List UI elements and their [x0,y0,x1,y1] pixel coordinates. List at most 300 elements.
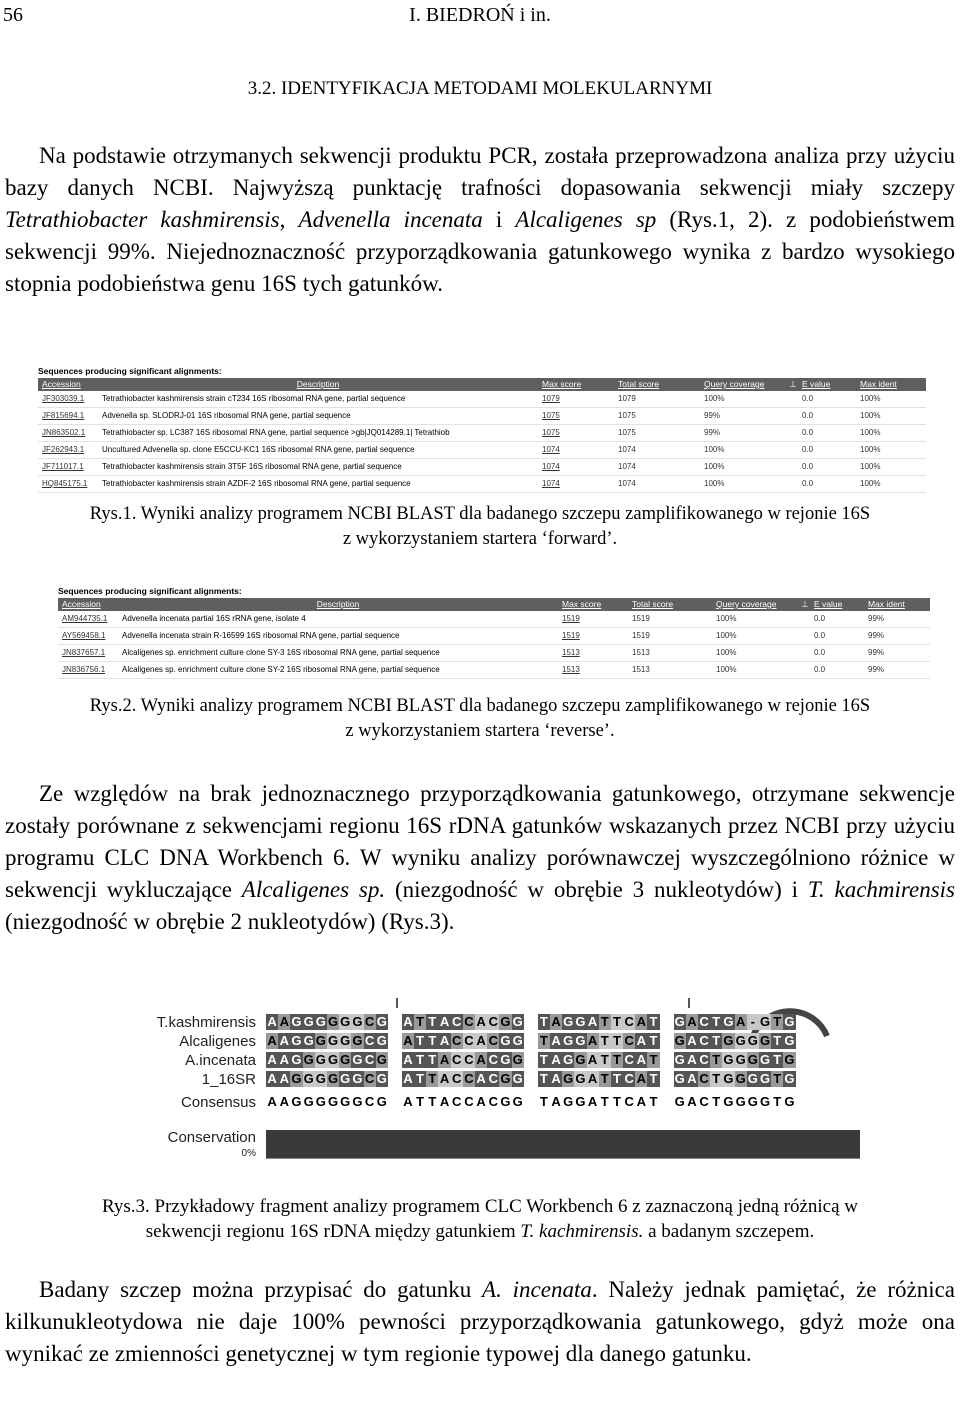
nucleotide: T [599,1052,611,1068]
nucleotide: C [452,1071,462,1086]
nucleotide: T [611,1052,623,1068]
text-span: Ze względów na brak jednoznacznego przyporządkowania gatunkowego, otrzymane sekwencje zostały porównane z sekwencjami regionu 16S rDNA gatunków wskazanych przez NCBI przy użyciu programu CLC DNA Workbench 6. W wyniku analizy porównawczej wyszczególniono różnice w sekwencji wykluczające [5,781,955,902]
max-ident-cell: 100% [860,479,881,488]
description-cell: Tetrathiobacter kashmirensis strain cT234 16S ribosomal RNA gene, partial sequence [102,394,406,403]
col-e-value[interactable]: E value [814,599,843,609]
nucleotide: C [624,1052,634,1067]
col-total-score[interactable]: Total score [618,379,660,389]
nucleotide: G [784,1071,795,1086]
nucleotide: G [759,1071,771,1086]
nucleotide: T [416,1094,425,1109]
nucleotide: T [612,1094,621,1109]
nucleotide: G [291,1094,302,1109]
e-value-cell: 0.0 [814,614,826,623]
nucleotide: T [600,1094,609,1109]
max-ident-cell: 100% [860,445,881,454]
nucleotide: T [599,1014,611,1030]
nucleotide: T [538,1071,550,1087]
nucleotide: C [488,1014,498,1029]
nucleotide: G [563,1052,574,1067]
nucleotide: G [575,1014,586,1029]
species-name: Alcaligenes sp [515,207,657,232]
max-ident-cell: 100% [860,411,881,420]
nucleotide: A [687,1071,697,1086]
col-max-ident[interactable]: Max ident [868,599,905,609]
nucleotide: A [687,1094,697,1109]
max-score-link[interactable]: 1079 [542,394,560,403]
max-ident-cell: 100% [860,394,881,403]
conservation-track [266,1130,860,1159]
nucleotide: T [599,1071,611,1087]
nucleotide: G [291,1014,302,1029]
nucleotide: C [452,1014,462,1029]
consensus-label: Consensus [180,1094,256,1111]
nucleotide: G [352,1094,363,1109]
nucleotide: T [647,1014,659,1030]
col-max-ident[interactable]: Max ident [860,379,897,389]
text-span: (niezgodność w obrębie 3 nukleotydów) i [385,877,808,902]
running-authors: I. BIEDROŃ i in. [409,4,551,26]
nucleotide: G [303,1033,314,1048]
block-gap [524,1052,538,1068]
caption-line: Rys.3. Przykładowy fragment analizy programem CLC Workbench 6 z zaznaczoną jedną różnicą w [101,1196,859,1217]
nucleotide: G [512,1014,523,1029]
species-name: Alcaligenes sp. [241,877,386,902]
nucleotide: G [327,1052,339,1067]
table-row [38,459,926,476]
nucleotide: G [303,1094,314,1109]
nucleotide: A [279,1094,289,1109]
nucleotide: G [376,1071,387,1086]
nucleotide: T [712,1094,721,1109]
text-span: sekwencji regionu 16S rDNA między gatunkiem [145,1221,521,1242]
nucleotide: A [636,1052,647,1067]
nucleotide: T [710,1014,722,1030]
block-gap [388,1014,402,1030]
e-value-cell: 0.0 [802,411,814,420]
block-gap [524,1014,538,1030]
blast-table-1 [38,364,926,493]
max-ident-cell: 99% [868,614,885,623]
blast-table-title: Sequences producing significant alignments: [38,366,222,376]
nucleotide: G [759,1094,771,1109]
nucleotide: G [376,1094,387,1109]
nucleotide: T [611,1033,623,1049]
accession-link[interactable]: AM944735.1 [62,614,108,623]
max-score-link[interactable]: 1519 [562,614,580,623]
accession-link[interactable]: JN836756.1 [62,665,106,674]
nucleotide: C [488,1033,498,1048]
nucleotide: G [512,1071,523,1086]
table-row [58,628,930,645]
nucleotide: G [735,1052,746,1067]
nucleotide: A [551,1052,561,1067]
nucleotide: A [267,1094,277,1109]
nucleotide: C [699,1071,709,1086]
col-e-value[interactable]: E value [802,379,831,389]
table-row [38,391,926,408]
col-total-score[interactable]: Total score [632,599,674,609]
nucleotide: T [771,1033,783,1049]
nucleotide: G [674,1033,685,1048]
nucleotide: A [476,1033,486,1048]
nucleotide: T [426,1071,438,1087]
nucleotide: T [428,1094,437,1109]
nucleotide: G [723,1094,734,1109]
nucleotide: T [647,1033,659,1049]
nucleotide: C [624,1094,634,1109]
spacer [784,476,798,492]
spacer [784,408,798,424]
conservation-label: Conservation [167,1129,256,1146]
nucleotide: T [771,1071,783,1087]
max-score-link[interactable]: 1519 [562,631,580,640]
nucleotide: C [488,1094,498,1109]
block-gap [660,1094,674,1110]
consensus-sequence [266,1094,796,1110]
e-value-cell: 0.0 [802,428,814,437]
alignment-figure [0,996,960,1166]
col-query-coverage[interactable]: Query coverage [716,599,777,609]
nucleotide: T [414,1071,426,1087]
query-coverage-cell: 100% [704,394,725,403]
accession-link[interactable]: JN837657.1 [62,648,106,657]
e-value-cell: 0.0 [814,648,826,657]
nucleotide: A [279,1052,289,1067]
nucleotide: T [599,1033,611,1049]
block-gap [660,1071,674,1087]
nucleotide: C [364,1094,375,1109]
nucleotide: T [647,1071,659,1087]
block-gap [660,1033,674,1049]
nucleotide: C [464,1014,474,1029]
nucleotide: G [759,1033,771,1048]
nucleotide: G [512,1033,523,1048]
paragraph-2 [5,778,955,938]
aligned-sequence [266,1052,796,1068]
query-coverage-cell: 99% [704,428,721,437]
e-value-cell: 0.0 [814,631,826,640]
text-span: (Rys.1, 2). z podobieństwem sekwencji 99%. Niejednoznaczność przyporządkowania gatunkowego wynika z bardzo wysokiego stopnia podobieństwa genu 16S tych gatunków. [5,207,956,296]
nucleotide: A [439,1052,450,1067]
aligned-sequence [266,1071,796,1087]
nucleotide: T [647,1052,659,1068]
caption-line: z wykorzystaniem startera ‘reverse’. [345,721,615,741]
max-ident-cell: 100% [860,428,881,437]
max-ident-cell: 99% [868,648,885,657]
table-row [38,476,926,493]
total-score-cell: 1074 [618,462,636,471]
nucleotide: T [771,1052,783,1068]
nucleotide: G [723,1014,734,1029]
description-cell: Advenella sp. SLODRJ-01 16S ribosomal RNA gene, partial sequence [102,411,351,420]
nucleotide: T [538,1033,550,1049]
e-value-cell: 0.0 [802,394,814,403]
nucleotide: G [327,1014,339,1029]
nucleotide: G [723,1052,734,1067]
nucleotide: A [439,1033,450,1048]
nucleotide: C [452,1094,462,1109]
nucleotide: A [267,1052,277,1067]
query-coverage-cell: 100% [704,462,725,471]
nucleotide: A [267,1033,277,1048]
nucleotide: G [352,1052,363,1067]
max-score-link[interactable]: 1075 [542,411,560,420]
spacer [784,425,798,441]
nucleotide: G [291,1052,302,1067]
description-cell: Alcaligenes sp. enrichment culture clone SY-3 16S ribosomal RNA gene, partial sequence [122,648,440,657]
spacer [784,391,798,407]
nucleotide: A [476,1071,486,1086]
nucleotide: G [315,1014,326,1029]
nucleotide: C [624,1033,634,1048]
aligned-sequence [266,1014,796,1030]
nucleotide: G [674,1071,685,1086]
query-coverage-cell: 100% [704,479,725,488]
col-description[interactable]: Description [296,379,340,389]
nucleotide: A [279,1014,289,1029]
nucleotide: G [340,1052,351,1067]
caption-line: Rys.2. Wyniki analizy programem NCBI BLAST dla badanego szczepu zamplifikowanego w rejonie 16S [89,696,871,716]
text-span: a badanym szczepem. [643,1221,815,1242]
accession-link[interactable]: JF262943.1 [42,445,85,454]
nucleotide: C [464,1094,474,1109]
nucleotide: G [563,1033,574,1048]
max-score-link[interactable]: 1513 [562,665,580,674]
nucleotide: G [747,1052,758,1067]
description-cell: Tetrathiobacter kashmirensis strain 3T5F 16S ribosomal RNA gene, partial sequence [102,462,402,471]
aligned-sequence [266,1033,796,1049]
total-score-cell: 1079 [618,394,636,403]
nucleotide: C [464,1033,474,1048]
nucleotide: T [538,1052,550,1068]
nucleotide: G [563,1071,574,1086]
species-name: Tetrathiobacter kashmirensis [5,207,280,232]
nucleotide: G [723,1071,734,1086]
nucleotide: G [352,1033,363,1048]
spacer [796,662,810,678]
description-cell: Advenella incenata strain R-16599 16S ribosomal RNA gene, partial sequence [122,631,400,640]
max-ident-cell: 100% [860,462,881,471]
total-score-cell: 1074 [618,445,636,454]
nucleotide: A [636,1071,647,1086]
nucleotide: A [267,1014,277,1029]
accession-link[interactable]: AY569458.1 [62,631,106,640]
caption-line: Rys.1. Wyniki analizy programem NCBI BLAST dla badanego szczepu zamplifikowanego w rejonie 16S [89,504,871,524]
nucleotide: G [759,1014,771,1029]
section-title: 3.2. IDENTYFIKACJA METODAMI MOLEKULARNYMI [247,78,713,99]
col-accession[interactable]: Accession [42,379,81,389]
accession-link[interactable]: JF815694.1 [42,411,85,420]
max-score-link[interactable]: 1074 [542,445,560,454]
table-row [58,645,930,662]
nucleotide: C [488,1071,498,1086]
nucleotide: G [340,1094,351,1109]
max-score-link[interactable]: 1074 [542,462,560,471]
nucleotide: G [352,1014,363,1029]
nucleotide: G [784,1094,795,1109]
sort-icon[interactable]: ⊥ [801,599,809,609]
nucleotide: G [735,1071,746,1086]
nucleotide: G [291,1071,302,1086]
max-score-link[interactable]: 1075 [542,428,560,437]
nucleotide: A [687,1014,697,1029]
nucleotide: G [512,1052,523,1067]
nucleotide: G [500,1071,511,1086]
paragraph-1 [5,140,955,300]
species-name: A. incenata [482,1277,592,1302]
nucleotide: A [636,1014,647,1029]
alignment-names [0,996,256,1166]
sort-icon[interactable]: ⊥ [789,379,797,389]
nucleotide: A [587,1094,598,1109]
e-value-cell: 0.0 [802,462,814,471]
nucleotide: G [575,1052,586,1067]
blast-table-header [58,598,930,611]
nucleotide: T [414,1052,426,1068]
query-coverage-cell: 100% [716,631,737,640]
nucleotide: G [500,1094,511,1109]
nucleotide: C [464,1052,474,1067]
species-name: T. kachmirensis [807,877,955,902]
nucleotide: T [710,1071,722,1087]
nucleotide: G [674,1014,685,1029]
nucleotide: C [364,1033,375,1048]
nucleotide: A [439,1014,450,1029]
nucleotide: C [364,1052,375,1067]
nucleotide: G [315,1094,326,1109]
ruler-tick [688,998,690,1008]
nucleotide: T [611,1014,623,1030]
max-score-link[interactable]: 1074 [542,479,560,488]
nucleotide: T [426,1052,438,1068]
max-ident-cell: 99% [868,631,885,640]
nucleotide: C [699,1033,709,1048]
blast-table-title: Sequences producing significant alignments: [58,586,242,596]
total-score-cell: 1519 [632,631,650,640]
query-coverage-cell: 100% [704,445,725,454]
accession-link[interactable]: JF303039.1 [42,394,85,403]
nucleotide: G [291,1033,302,1048]
total-score-cell: 1513 [632,665,650,674]
nucleotide: A [476,1014,486,1029]
nucleotide: G [327,1094,339,1109]
nucleotide: G [376,1014,387,1029]
max-score-link[interactable]: 1513 [562,648,580,657]
nucleotide: G [500,1033,511,1048]
nucleotide: G [784,1014,795,1029]
nucleotide: G [340,1014,351,1029]
nucleotide: C [464,1071,474,1086]
nucleotide: A [279,1033,289,1048]
accession-link[interactable]: JN863502.1 [42,428,86,437]
nucleotide: T [426,1014,438,1030]
nucleotide: C [699,1094,709,1109]
nucleotide: T [710,1033,722,1049]
nucleotide: G [575,1033,586,1048]
text-span: (niezgodność w obrębie 2 nukleotydów) (Rys.3). [5,909,455,934]
nucleotide: A [551,1033,561,1048]
nucleotide: G [340,1033,351,1048]
col-accession[interactable]: Accession [62,599,101,609]
nucleotide: G [315,1071,326,1086]
nucleotide: G [784,1052,795,1067]
nucleotide: A [587,1071,598,1086]
zero-label: 0% [241,1148,256,1159]
blast-table-header [38,378,926,391]
species-name: T. kachmirensis. [520,1221,644,1242]
accession-link[interactable]: HQ845175.1 [42,479,88,488]
spacer [796,645,810,661]
nucleotide: G [376,1033,387,1048]
nucleotide: G [315,1033,326,1048]
ruler-tick [396,998,398,1008]
col-max-score[interactable]: Max score [542,379,582,389]
nucleotide: G [674,1094,685,1109]
e-value-cell: 0.0 [814,665,826,674]
caption-1 [0,502,960,552]
nucleotide: T [426,1033,438,1049]
nucleotide: G [303,1052,314,1067]
nucleotide: A [403,1033,413,1048]
species-name: Advenella incenata [298,207,483,232]
nucleotide: T [414,1033,426,1049]
nucleotide: A [267,1071,277,1086]
nucleotide: G [315,1052,326,1067]
nucleotide: G [327,1033,339,1048]
query-coverage-cell: 100% [716,648,737,657]
nucleotide: G [747,1094,758,1109]
nucleotide: T [538,1014,550,1030]
nucleotide: T [710,1052,722,1068]
paragraph-3 [5,1274,955,1370]
nucleotide: A [403,1014,413,1029]
total-score-cell: 1519 [632,614,650,623]
row-name: 1_16SR [201,1071,256,1088]
nucleotide: A [735,1014,746,1029]
nucleotide: T [649,1094,658,1109]
nucleotide: G [723,1033,734,1048]
block-gap [524,1094,538,1110]
col-query-coverage[interactable]: Query coverage [704,379,765,389]
nucleotide: A [687,1052,697,1067]
nucleotide: C [452,1052,462,1067]
text-span: i [482,207,516,232]
nucleotide: T [414,1014,426,1030]
nucleotide: G [747,1071,758,1086]
nucleotide: G [575,1071,586,1086]
nucleotide: G [563,1014,574,1029]
nucleotide: C [699,1052,709,1067]
nucleotide: A [551,1094,561,1109]
accession-link[interactable]: JF711017.1 [42,462,84,471]
nucleotide: G [340,1071,351,1086]
spacer [784,459,798,475]
nucleotide: G [784,1033,795,1048]
e-value-cell: 0.0 [802,445,814,454]
nucleotide: A [587,1014,598,1029]
col-max-score[interactable]: Max score [562,599,602,609]
e-value-cell: 0.0 [802,479,814,488]
block-gap [660,1014,674,1030]
nucleotide: A [587,1052,598,1067]
table-row [38,425,926,442]
block-gap [660,1052,674,1068]
col-description[interactable]: Description [316,599,360,609]
caption-3 [0,1194,960,1244]
block-gap [388,1052,402,1068]
description-cell: Advenella incenata partial 16S rRNA gene, isolate 4 [122,614,306,623]
